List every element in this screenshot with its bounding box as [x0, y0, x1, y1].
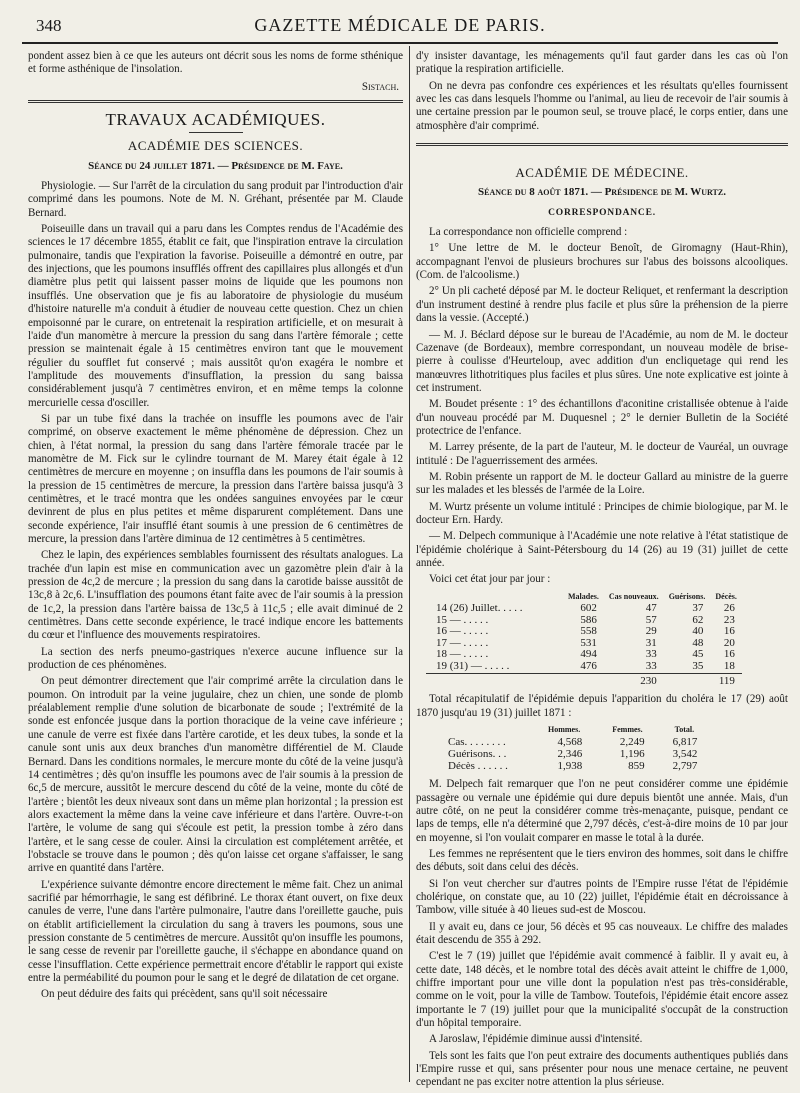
- column-header: Guérisons.: [668, 591, 706, 601]
- table-cell: 230: [604, 673, 664, 687]
- journal-title: GAZETTE MÉDICALE DE PARIS.: [254, 15, 546, 35]
- paragraph: — M. J. Béclard dépose sur le bureau de l'Académie, au nom de M. le docteur Cazenave (de Bordeaux), membre correspondant, un nouveau modèle de brise-pierre à coulisse d'Heurteloup, avec addition d'un encliquetage qui rend les manœuvres lithotritiques plus faciles et plus sûres. Une note explicative est jointe à cet instrument.: [416, 328, 788, 394]
- article-heading: Physiologie. — Sur l'arrêt de la circulation du sang produit par l'introduction d'air comprimé dans les poumons. Note de M. N. Gréhant, présentée par M. Claude Bernard.: [28, 180, 403, 219]
- table-cell: 531: [580, 636, 597, 649]
- column-header: Femmes.: [612, 724, 643, 734]
- signature: Sistach.: [361, 80, 399, 93]
- paragraph: Si par un tube fixé dans la trachée on insuffle les poumons avec de l'air comprimé, on observe exactement le même phénomène de dépression. Chez un chien, à l'état normal, la pression du sang dans l'artère fémorale tracée par le manomètre de M. Fick sur le cylindre tournant de M. Marey était égale à 12 centimètres de mercure en moyenne ; on insuffla dans les poumons de l'air soumis à la pression de 15 centimètres de mercure, la pression dans l'artère baissa jusqu'à 3 centimètres, et le tracé montra que les ondées sanguines envoyées par le cœur devinrent de plus en plus petites et même disparurent complétement. Dans une seconde expérience, l'air insufflé étant soumis à une pression de 6 centimètres de mercure, la pression dans l'artère diminua de 12 centimètres à 5 centimètres.: [28, 412, 403, 545]
- paragraph: M. Delpech fait remarquer que l'on ne peut considérer comme une épidémie passagère ou vernale une épidémie qui dure depuis bientôt une année. Mais, d'un autre côté, on ne peut la considérer comme très-menaçante, puisque, pendant ce laps de temps, elle n'a déterminé que 2,797 décès, c'est-à-dire moins de 10 par jour en moyenne, si l'on voulait comparer en masse le total à la durée.: [416, 778, 788, 844]
- table-cell: 33: [645, 660, 657, 672]
- paragraph: La correspondance non officielle comprend :: [429, 226, 628, 239]
- paragraph: Les femmes ne représentent que le tiers environ des hommes, soit dans le chiffre des débuts, soit dans celui des décès.: [416, 847, 788, 874]
- paragraph: M. Wurtz présente un volume intitulé : Principes de chimie biologique, par M. le docteur Ern. Hardy.: [416, 500, 788, 526]
- table-cell: 2,346: [557, 748, 583, 761]
- paragraph: On peut déduire des faits qui précèdent, sans qu'il soit nécessaire: [41, 988, 328, 1001]
- column-header: Hommes.: [548, 724, 581, 734]
- column-header: Total.: [674, 724, 695, 734]
- table-cell: 40: [692, 625, 704, 638]
- table-cell: 859: [628, 760, 645, 773]
- table-cell: [426, 673, 563, 687]
- table-cell: 2,249: [619, 736, 645, 749]
- table-cell: [664, 673, 711, 687]
- correspondance-title: CORRESPONDANCE.: [548, 207, 656, 218]
- table-cell: 18 — . . . . .: [436, 648, 489, 661]
- table-cell: 35: [692, 660, 704, 672]
- table-row: [444, 748, 711, 760]
- page-number: 348: [36, 16, 62, 35]
- double-rule: [28, 100, 403, 103]
- paragraph: On ne devra pas confondre ces expériences et les résultats qu'elles fournissent avec les cas dans lesquels l'homme ou l'animal, au lieu de recevoir de l'air soumis à une certaine pression par le poumon seul, se trouve placé, le corps entier, dans une atmosphère d'air comprimé.: [416, 79, 788, 132]
- table-cell: 3,542: [672, 748, 698, 761]
- paragraph: 2° Un pli cacheté déposé par M. le docteur Reliquet, et renfermant la description d'un instrument destiné à rendre plus facile et plus sûre la préhension de la pierre dans la vessie. (Accepté.): [416, 285, 788, 325]
- table-row: [444, 760, 711, 772]
- table-cell: [563, 673, 604, 687]
- table-row: [426, 661, 742, 673]
- paragraph: Tels sont les faits que l'on peut extraire des documents authentiques publiés dans l'Empire russe et qui, sans présenter pour nous une menace certaine, ne peuvent cependant ne pas exciter notre attention la plus sérieuse.: [416, 1049, 788, 1089]
- table-cell: 1,196: [619, 748, 645, 761]
- table-cell: 119: [710, 673, 742, 687]
- paragraph: 1° Une lettre de M. le docteur Benoît, de Giromagny (Haut-Rhin), accompagnant l'envoi de plusieurs brochures sur l'abus des boissons alcooliques. (Com. de l'alcoolisme.): [416, 242, 788, 282]
- column-header: Décès.: [715, 591, 737, 601]
- column-header: Cas nouveaux.: [608, 591, 659, 601]
- table-cell: 2,797: [672, 760, 698, 773]
- carry-over-text: pondent assez bien à ce que les auteurs ont décrit sous les noms de forme sthénique et forme asthénique de l'insolation.: [28, 50, 403, 76]
- table-cell: 18: [723, 660, 735, 672]
- column-header: Malades.: [568, 591, 599, 601]
- paragraph: Chez le lapin, des expériences semblables fournissent des résultats analogues. La trachée d'un lapin est mise en communication avec un gazomètre plein d'air à la pression de 4c,2 de mercure ; la pression du sang dans la carotide baisse aussitôt de 13c,8 à 2c,6. L'insufflation des poumons étant faite avec de l'air soumis à la pression de 1c,2, la pression dans l'artère baissa de 13c,5 à 11c,5 ; elle avait diminué de 2 centimètres. Dans cette seconde expérience, le tracé indique encore les battements du cœur et l'influence des mouvements respiratoires.: [28, 549, 403, 642]
- short-rule: [189, 132, 243, 133]
- table-cell: 37: [692, 602, 704, 615]
- table-cell: 29: [645, 625, 657, 638]
- table-cell: 558: [580, 625, 597, 638]
- table-cell: 16: [723, 625, 735, 638]
- daily-statistics-table: [426, 590, 742, 688]
- paragraph: — M. Delpech communique à l'Académie une note relative à l'état statistique de l'épidémie cholérique à Saint-Pétersbourg du 14 (26) au 19 (31) juillet de cette année.: [416, 530, 788, 569]
- table-total-row: [426, 673, 742, 687]
- seance-heading: Séance du 24 juillet 1871. — Présidence de M. Faye.: [88, 159, 343, 172]
- table-cell: 15 — . . . . .: [436, 613, 489, 626]
- paragraph: C'est le 7 (19) juillet que l'épidémie avait commencé à faiblir. Il y avait eu, à cette date, 148 décès, et le nombre total des décès avait atteint le chiffre de 1,000, chiffre important pour une ville dont la population n'est pas très-considérable, comme on le voit, pour la ville de Tambow. Toutefois, l'épidémie était encore assez importante le 7 (19) juillet pour que la municipalité s'occupât de la construction d'un hôpital temporaire.: [416, 950, 788, 1030]
- table-cell: 31: [645, 636, 657, 649]
- paragraph: Il y avait eu, dans ce jour, 56 décès et 95 cas nouveaux. Le chiffre des malades était descendu de 355 à 292.: [416, 920, 788, 946]
- table-cell: 6,817: [672, 736, 698, 749]
- table-cell: 17 — . . . . .: [436, 636, 489, 649]
- table-cell: 47: [645, 602, 657, 615]
- seance-heading: Séance du 8 août 1871. — Présidence de M. Wurtz.: [478, 186, 726, 199]
- table-cell: Décès . . . . . .: [448, 760, 508, 773]
- table-cell: 20: [723, 636, 735, 649]
- paragraph: M. Boudet présente : 1° des échantillons d'aconitine cristallisée obtenue à l'aide d'un nouveau procédé par M. Duquesnel ; 2° le dernier Bulletin de la Société protectrice de l'enfance.: [416, 398, 788, 437]
- section-title: TRAVAUX ACADÉMIQUES.: [105, 110, 326, 130]
- total-statistics-table: [444, 723, 711, 772]
- academy-title: ACADÉMIE DE MÉDECINE.: [515, 165, 689, 181]
- table-cell: 476: [580, 660, 597, 672]
- table-cell: 48: [692, 636, 704, 649]
- paragraph: Total récapitulatif de l'épidémie depuis l'apparition du choléra le 17 (29) août 1870 jusqu'au 19 (31) juillet 1871 :: [416, 693, 788, 719]
- paragraph: Si l'on veut chercher sur d'autres points de l'Empire russe l'état de l'épidémie cholérique, on constate que, au 10 (22) juillet, l'épidémie était en décroissance à Tambow, ville située à 40 lieues sud-est de Moscou.: [416, 877, 788, 917]
- table-cell: 62: [692, 613, 704, 626]
- table-cell: Cas. . . . . . . .: [448, 736, 506, 749]
- table-cell: 23: [723, 613, 735, 626]
- table-cell: 586: [580, 613, 597, 626]
- paragraph: Poiseuille dans un travail qui a paru dans les Comptes rendus de l'Académie des sciences le 17 décembre 1855, établit ce fait, que l'inspiration entrave la circulation pulmonaire, tandis que l'expiration la favorise. Poiseuille a démontré en outre, par des injections, que les poumons insufflés offrent des capillaires plus allongés et d'un diamètre plus petit qui laissent passer moins de liquide que les poumons non insufflés. Une observation que je fis au laboratoire de physiologie du muséum d'histoire naturelle m'a conduit à étudier de nouveau cette question. Chez un chien empoisonné par le curare, on entretenait la respiration artificielle, et on mesurait à l'aide d'un manomètre à mercure la pression du sang dans l'artère fémorale ; cette pression se maintenait égale à 15 centimètres environ tant que le mouvement régulier du soufflet fut conservé ; mais aussitôt qu'on exagéra le nombre et l'amplitude des mouvements d'insufflation, la pression du sang baissa considérablement jusqu'à 7 centimètres environ, et en même temps la colonne mercurielle cessa d'osciller.: [28, 223, 403, 409]
- table-cell: 494: [580, 648, 597, 661]
- carry-over-text: d'y insister davantage, les ménagements qu'il faut garder dans les cas où l'on pratique la respiration artificielle.: [416, 50, 788, 76]
- table-cell: 16 — . . . . .: [436, 625, 489, 638]
- table-cell: Guérisons. . .: [448, 748, 507, 761]
- column-divider: [409, 46, 410, 1082]
- table-cell: 4,568: [557, 736, 583, 749]
- table-cell: 45: [692, 648, 704, 661]
- right-column: [416, 50, 788, 1093]
- table-cell: 57: [645, 613, 657, 626]
- table-cell: 16: [723, 648, 735, 661]
- page-header: [22, 6, 778, 44]
- table-cell: 26: [723, 602, 735, 615]
- table-cell: 1,938: [557, 760, 583, 773]
- paragraph: On peut démontrer directement que l'air comprimé arrête la circulation dans le poumon. On introduit par la veine jugulaire, chez un chien, une sonde de plomb préalablement remplie d'une solution de bicarbonate de soude ; l'extrémité de la sonde est enfoncée jusque dans la portion thoracique de la veine cave inférieure ; une canule de verre est fixée dans l'artère carotide, et les deux tubes, la sonde et la canule sont unis aux deux branches d'un manomètre différentiel de M. Claude Bernard. Dans les conditions normales, le mercure monte du côté de la veine jusqu'à 14 centimètres ; dès qu'on insuffle les poumons avec de l'air soumis à la pression de 6c,5 de mercure, aussitôt le mercure descend du côté de la veine, monte du côté de l'artère ; bientôt les deux niveaux sont dans un même plan horizontal ; la pression est alors exactement la même dans la veine cave inférieure et dans l'artère. Ouvre-t-on l'artère, le volume de sang qui s'écoule est petit, la pression tombe à zéro dans l'artère, et le sang cesse de couler. Ainsi la circulation est complétement arrêtée, et l'obstacle se trouve dans le poumon ; dès qu'on laisse cet organe s'affaisser, le sang arrive en quantité dans l'artère.: [28, 675, 403, 875]
- table-row: [426, 603, 742, 615]
- paragraph: A Jaroslaw, l'épidémie diminue aussi d'intensité.: [429, 1033, 643, 1046]
- table-cell: 14 (26) Juillet. . . . .: [436, 602, 523, 615]
- paragraph: M. Robin présente un rapport de M. le docteur Gallard au ministre de la guerre sur les malades et les blessés de l'armée de la Loire.: [416, 470, 788, 497]
- double-rule: [416, 143, 788, 146]
- paragraph: La section des nerfs pneumo-gastriques n'exerce aucune influence sur la production de ces phénomènes.: [28, 645, 403, 672]
- table-cell: 602: [580, 602, 597, 615]
- table-cell: 19 (31) — . . . . .: [436, 660, 510, 672]
- table-cell: 33: [645, 648, 657, 661]
- table-row: [444, 736, 711, 748]
- table-header-row: [444, 723, 711, 736]
- table-header-row: [426, 590, 742, 603]
- paragraph: L'expérience suivante démontre encore directement le même fait. Chez un animal sacrifié par hémorrhagie, le sang est défibriné. Le thorax étant ouvert, on fixe deux canules de verre, l'une dans l'artère pulmonaire, l'autre dans l'oreillette gauche, puis on établit artificiellement la circulation du sang à travers les poumons, sous une pression constante de 5 centimètres de mercure. Aussitôt qu'on insuffle les poumons, le sang cesse de revenir par l'oreillette gauche, il s'échappe en abondance quand on cesse l'insufflation. Cette expérience permettrait encore d'établir le rapport qui existe entre la perméabilité du poumon pour le sang et le degré de dilatation de cet organe.: [28, 878, 403, 984]
- academy-title: ACADÉMIE DES SCIENCES.: [127, 138, 304, 154]
- paragraph: M. Larrey présente, de la part de l'auteur, M. le docteur de Vauréal, un ouvrage intitulé : De l'aguerrissement des armées.: [416, 441, 788, 467]
- paragraph: Voici cet état jour par jour :: [429, 573, 551, 586]
- left-column: [28, 50, 403, 1005]
